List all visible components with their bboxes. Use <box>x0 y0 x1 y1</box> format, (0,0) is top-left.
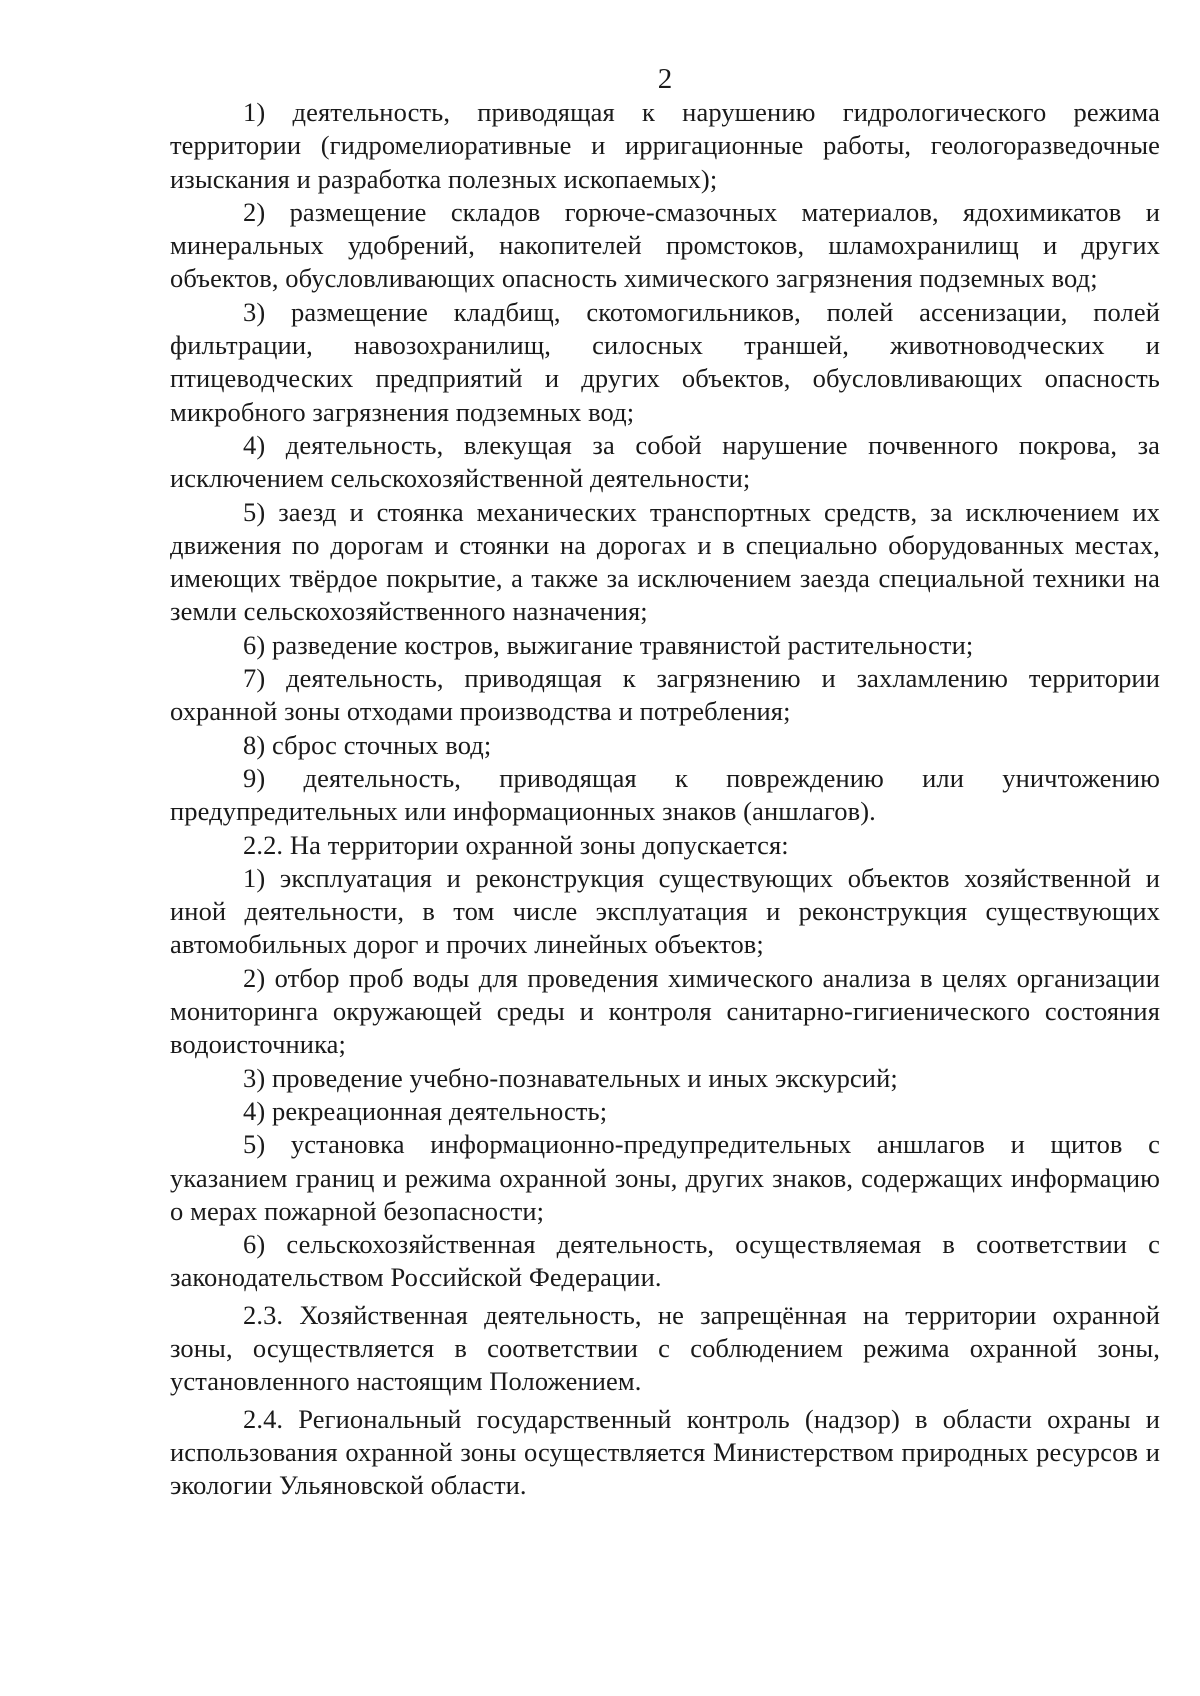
paragraph-prohibited-9: 9) деятельность, приводящая к повреждению или уничтожению предупредительных или информационных знаков (аншлагов). <box>170 762 1160 827</box>
paragraph-prohibited-5: 5) заезд и стоянка механических транспортных средств, за исключением их движения по дорогам и стоянки на дорогах и в специально оборудованных местах, имеющих твёрдое покрытие, а также за исключением заезда специальной техники на земли сельскохозяйственного назначения; <box>170 496 1160 627</box>
paragraph-prohibited-1: 1) деятельность, приводящая к нарушению гидрологического режима территории (гидромелиоративные и ирригационные работы, геологоразведочные изыскания и разработка полезных ископаемых); <box>170 97 1160 194</box>
paragraph-permitted-3: 3) проведение учебно-познавательных и иных экскурсий; <box>243 1062 898 1093</box>
paragraph-permitted-2: 2) отбор проб воды для проведения химического анализа в целях организации мониторинга окружающей среды и контроля санитарно-гигиенического состояния водоисточника; <box>170 962 1160 1060</box>
paragraph-prohibited-2: 2) размещение складов горюче-смазочных материалов, ядохимикатов и минеральных удобрений, накопителей промстоков, шламохранилищ и других объектов, обусловливающих опасность химического загрязнения подземных вод; <box>170 196 1160 294</box>
paragraph-prohibited-8: 8) сброс сточных вод; <box>243 729 492 760</box>
paragraph-permitted-4: 4) рекреационная деятельность; <box>243 1095 608 1126</box>
section-2-4-paragraph: 2.4. Региональный государственный контроль (надзор) в области охраны и использования охранной зоны осуществляется Министерством природных ресурсов и экологии Ульяновской области. <box>170 1403 1160 1501</box>
paragraph-permitted-1: 1) эксплуатация и реконструкция существующих объектов хозяйственной и иной деятельности, в том числе эксплуатация и реконструкция существующих автомобильных дорог и прочих линейных объектов; <box>170 862 1160 960</box>
paragraph-prohibited-6: 6) разведение костров, выжигание травянистой растительности; <box>243 629 974 660</box>
paragraph-permitted-6: 6) сельскохозяйственная деятельность, осуществляемая в соответствии с законодательством Российской Федерации. <box>170 1229 1160 1293</box>
section-2-2-heading: 2.2. На территории охранной зоны допускается: <box>243 829 789 860</box>
document-page <box>170 62 1160 1502</box>
paragraph-prohibited-3: 3) размещение кладбищ, скотомогильников, полей ассенизации, полей фильтрации, навозохранилищ, силосных траншей, животноводческих и птицеводческих предприятий и других объектов, обусловливающих опасность микробного загрязнения подземных вод; <box>170 296 1160 427</box>
section-2-3-paragraph: 2.3. Хозяйственная деятельность, не запрещённая на территории охранной зоны, осуществляется в соответствии с соблюдением режима охранной зоны, установленного настоящим Положением. <box>170 1299 1160 1397</box>
page-number: 2 <box>657 63 673 95</box>
paragraph-prohibited-4: 4) деятельность, влекущая за собой нарушение почвенного покрова, за исключением сельскохозяйственной деятельности; <box>170 429 1160 494</box>
paragraph-permitted-5: 5) установка информационно-предупредительных аншлагов и щитов с указанием границ и режима охранной зоны, других знаков, содержащих информацию о мерах пожарной безопасности; <box>170 1129 1160 1226</box>
paragraph-prohibited-7: 7) деятельность, приводящая к загрязнению и захламлению территории охранной зоны отходами производства и потребления; <box>170 663 1160 727</box>
